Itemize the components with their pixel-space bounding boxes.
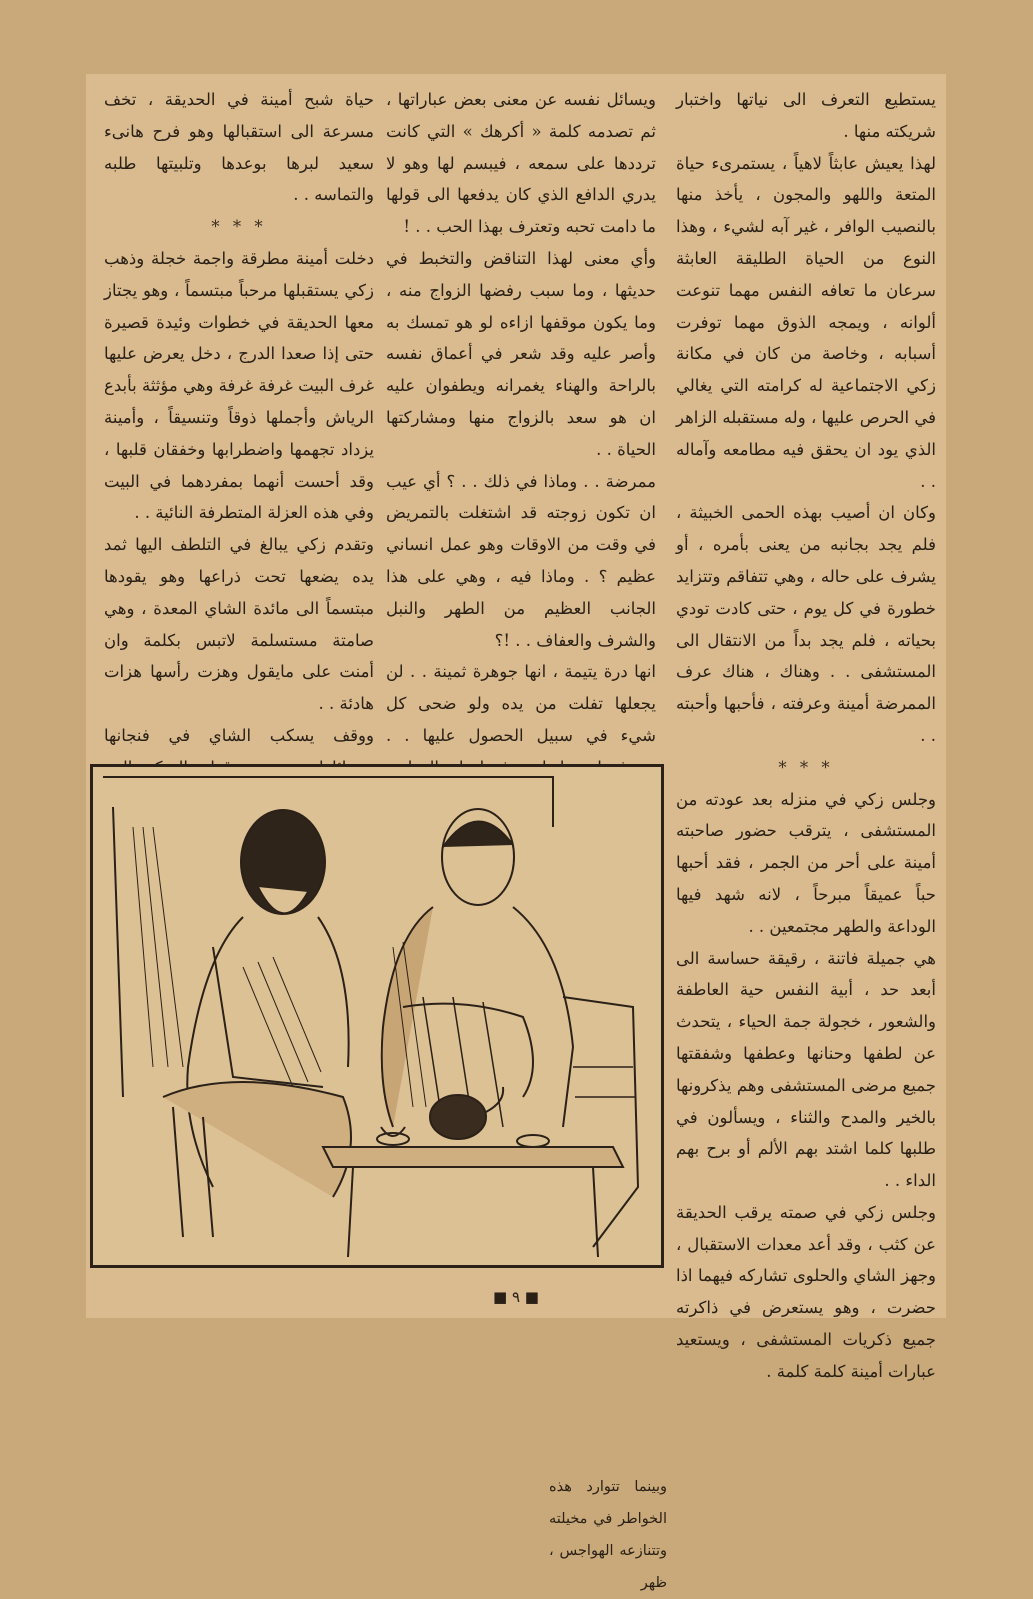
- page-number: ■ ٩ ■: [493, 1288, 539, 1306]
- paragraph: لهذا يعيش عابثاً لاهياً ، يستمرىء حياة المتعة واللهو والمجون ، يأخذ منها بالنصيب الوافر ، غير آبه لشيء ، وهذا النوع من الحياة الطليقة العابثة سرعان ما تعافه النفس مهما تنوعت ألوانه ، ويمجه الذوق مهما توفرت أسبابه ، وخاصة من كان في مكانة زكي الاجتماعية له كرامته التي يغالي في الحرص عليها ، وله مستقبله الزاهر الذي يود ان يحقق فيه مطامعه وآماله . .: [676, 153, 936, 491]
- paragraph: انها درة يتيمة ، انها جوهرة ثمينة . . لن يجعلها تفلت من يده ولو ضحى كل شيء في سبيل الحصول عليها . .: [386, 662, 656, 745]
- magazine-page: [86, 74, 946, 1591]
- illustration-couple-at-tea: [90, 764, 667, 1591]
- paragraph: وكان ان أصيب بهذه الحمى الخبيثة ، فلم يجد بجانبه من يعنى بأمره ، أو يشرف على حاله ، وهي تتفاقم وتتزايد خطورة في كل يوم ، حتى كادت تودي بحياته ، فلم يجد بداً من الانتقال الى المستشفى . . وهناك ، هناك عرف الممرضة أمينة وعرفته ، فأحبها وأحبته . .: [676, 503, 936, 745]
- paragraph: ووقف يسكب الشاي في فنجانها: [104, 725, 374, 745]
- illustration-drawing: [93, 767, 661, 1265]
- section-ornament: * * *: [778, 757, 834, 777]
- paragraph: وجلس زكي في منزله بعد عودته من المستشفى ، يترقب حضور صاحبته أمينة على أحر من الجمر ، فقد أحبها حباً عميقاً مبرحاً ، لانه شهد فيها الوداعة والطهر مجتمعين . .: [676, 789, 936, 936]
- paragraph: ويسائل نفسه عن معنى بعض عباراتها ، ثم تصدمه كلمة « أكرهك » التي كانت ترددها على سمعه ، فيبسم لها وهو لا يدري الدافع الذي كان يدفعها الى قولها ما دامت تحبه وتعترف بهذا الحب . . !: [386, 90, 656, 237]
- paragraph: يستطيع التعرف الى نياتها واختبار شريكته منها .: [676, 90, 936, 141]
- column-middle: [386, 84, 656, 764]
- paragraph: وتقدم زكي يبالغ في التلطف اليها ثمد يده يضعها تحت ذراعها وهو يقودها مبتسماً الى مائدة الشاي المعدة ، وهي صامتة مستسلمة لاتبس بكلمة وان أمنت على مايقول وهزت رأسها هزات هادئة . .: [104, 535, 374, 714]
- paragraph: وجلس زكي في صمته يرقب الحديقة عن كثب ، وقد أعد معدات الاستقبال ، وجهز الشاي والحلوى تشاركه فيهما اذا حضرت ، وهو يستعرض في ذاكرته جميع ذكريات المستشفى ، ويستعيد عبارات أمينة كلمة كلمة .: [676, 1202, 936, 1381]
- column-left: [104, 84, 374, 764]
- paragraph: هي جميلة فاتنة ، رقيقة حساسة الى أبعد حد ، أبية النفس حية العاطفة والشعور ، خجولة جمة الحياء ، يتحدث عن لطفها وحنانها وعطفها وشفقتها جميع مرضى المستشفى وهم يذكرونها بالخير والمدح والثناء ، ويسألون في طلبها كلما اشتد بهم الألم أو برح بهم الداء . .: [676, 948, 936, 1191]
- illustration-caption: وبينما تتوارد هذه الخواطر في مخيلته وتتنازعه الهواجس ، ظهر: [549, 1479, 667, 1591]
- section-ornament: * * *: [211, 217, 267, 237]
- paragraph: حياة شبح أمينة في الحديقة ، تخف مسرعة الى استقبالها وهو فرح هانىء سعيد لبرها بوعدها وتلبيتها طلبه والتماسه . .: [104, 90, 374, 205]
- column-right: [676, 84, 936, 1381]
- paragraph: وأي معنى لهذا التناقض والتخبط في حديثها ، وما سبب رفضها الزواج منه ، وما يكون موقفها ازاءه لو هو تمسك به وأصر عليه وقد شعر في أعماق نفسه بالراحة والهناء يغمرانه ويطفوان عليه ان هو سعد بالزواج منها ومشاركتها الحياة . .: [386, 248, 656, 459]
- paragraph: دخلت أمينة مطرقة واجمة خجلة وذهب زكي يستقبلها مرحباً مبتسماً ، وهو يجتاز معها الحديقة في خطوات وئيدة قصيرة حتى إذا صعدا الدرج ، دخل يعرض عليها غرف البيت غرفة غرفة وهي مؤثثة بأبدع الرياش وأجملها ذوقاً وتنسيقاً ، وأمينة يزداد تجهمها واضطرابها وخفقان قلبها ، وقد أحست أنهما بمفردهما في البيت وفي هذه العزلة المتطرفة النائية . .: [104, 248, 374, 523]
- paragraph: ممرضة . . وماذا في ذلك . . ؟ أي عيب ان تكون زوجته قد اشتغلت بالتمريض في وقت من الاوقات وهو عمل انساني عظيم ؟ . وماذا فيه ، وهي على هذا الجانب العظيم من الطهر والنبل والشرف والعفاف . . !؟: [386, 471, 656, 650]
